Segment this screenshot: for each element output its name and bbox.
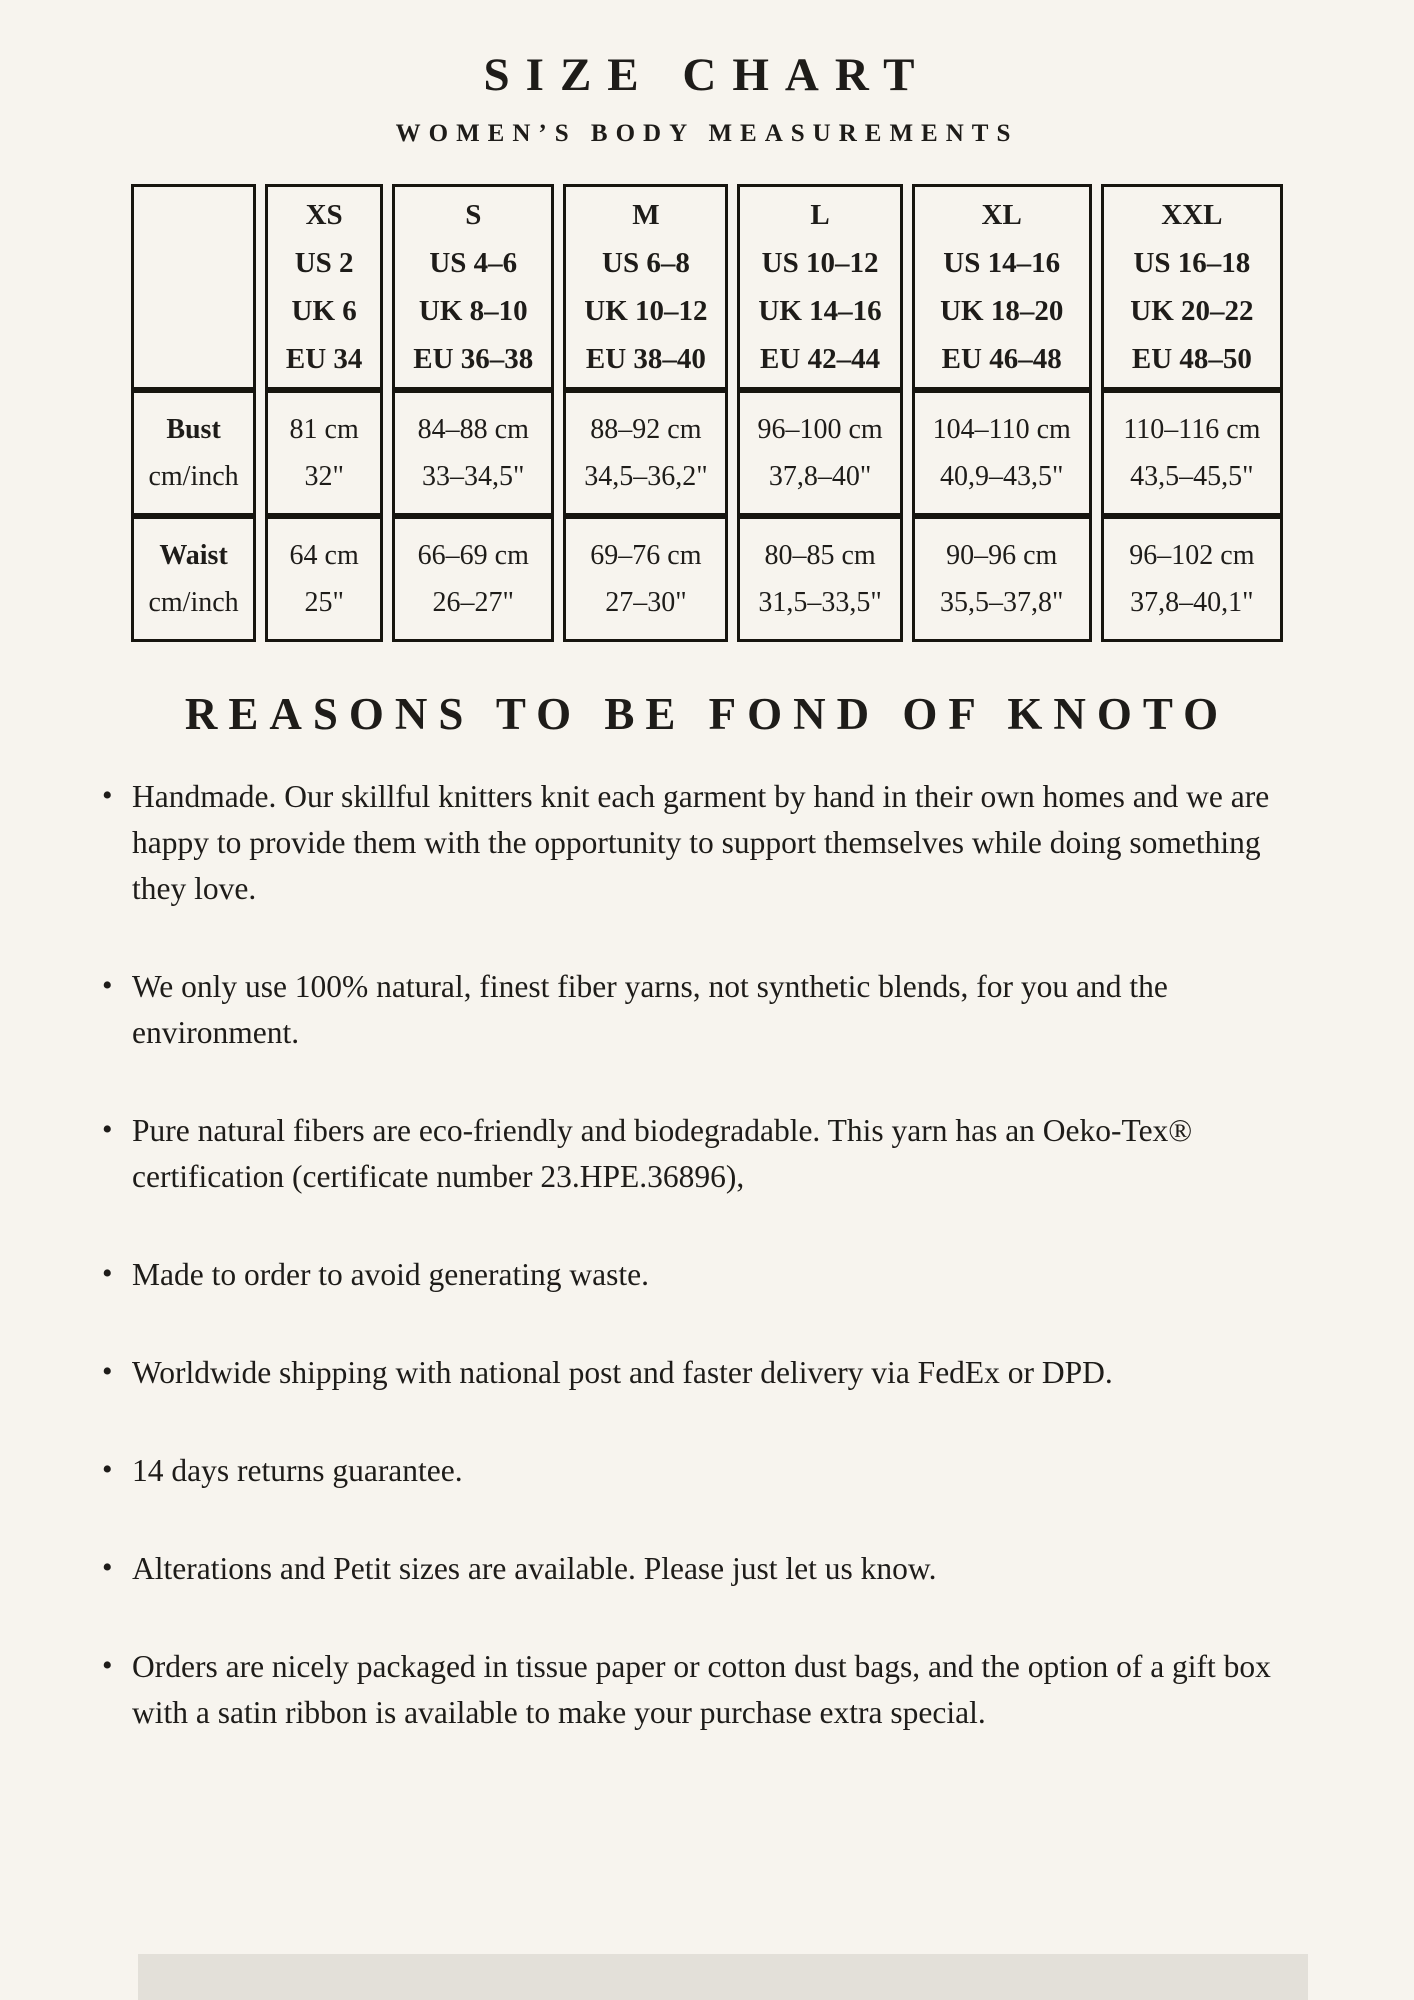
reason-item-returns: • 14 days returns guarantee. bbox=[132, 1448, 1322, 1494]
eu-size: EU 46–48 bbox=[941, 343, 1062, 375]
inch-value: 25" bbox=[304, 587, 344, 618]
cm-value: 96–102 cm bbox=[1129, 540, 1255, 571]
uk-size: UK 20–22 bbox=[1130, 295, 1254, 327]
eu-size: EU 34 bbox=[285, 343, 363, 375]
reason-item-shipping: • Worldwide shipping with national post and faster delivery via FedEx or DPD. bbox=[132, 1350, 1322, 1396]
us-size: US 16–18 bbox=[1133, 247, 1251, 279]
waist-cell-xl bbox=[912, 516, 1092, 642]
bust-cell-m bbox=[563, 390, 728, 516]
bust-row bbox=[131, 390, 1283, 516]
reason-item-alterations: • Alterations and Petit sizes are available. Please just let us know. bbox=[132, 1546, 1322, 1592]
bust-cell-xl bbox=[912, 390, 1092, 516]
reason-item-eco-friendly: • Pure natural fibers are eco-friendly and biodegradable. This yarn has an Oeko-Tex® certification (certificate number 23.HPE.36896), bbox=[132, 1108, 1322, 1200]
row-label: Waist bbox=[159, 540, 228, 571]
bust-cell-l bbox=[737, 390, 902, 516]
size-label: M bbox=[632, 199, 660, 231]
size-label: XXL bbox=[1161, 199, 1223, 231]
waist-cell-s bbox=[392, 516, 554, 642]
inch-value: 40,9–43,5" bbox=[939, 461, 1064, 492]
row-header-waist bbox=[131, 516, 256, 642]
us-size: US 10–12 bbox=[761, 247, 879, 279]
size-column-header-m bbox=[563, 184, 728, 390]
inch-value: 26–27" bbox=[432, 587, 514, 618]
uk-size: UK 10–12 bbox=[584, 295, 708, 327]
cm-value: 80–85 cm bbox=[764, 540, 876, 571]
reasons-list bbox=[0, 774, 1414, 1736]
cm-value: 104–110 cm bbox=[932, 414, 1071, 445]
us-size: US 4–6 bbox=[429, 247, 518, 279]
reason-item-handmade: • Handmade. Our skillful knitters knit each garment by hand in their own homes and we are happy to provide them with the opportunity to support themselves while doing something they love. bbox=[132, 774, 1322, 912]
size-column-header-xxl bbox=[1101, 184, 1283, 390]
eu-size: EU 48–50 bbox=[1131, 343, 1252, 375]
uk-size: UK 14–16 bbox=[758, 295, 882, 327]
size-table-wrapper bbox=[122, 184, 1292, 642]
uk-size: UK 8–10 bbox=[418, 295, 528, 327]
waist-cell-m bbox=[563, 516, 728, 642]
inch-value: 33–34,5" bbox=[422, 461, 525, 492]
inch-value: 35,5–37,8" bbox=[939, 587, 1064, 618]
reason-item-natural-yarns: • We only use 100% natural, finest fiber yarns, not synthetic blends, for you and the environment. bbox=[132, 964, 1322, 1056]
reasons-heading: REASONS TO BE FOND OF KNOTO bbox=[184, 689, 1230, 739]
us-size: US 14–16 bbox=[943, 247, 1061, 279]
cm-value: 96–100 cm bbox=[757, 414, 883, 445]
row-unit: cm/inch bbox=[148, 461, 239, 492]
inch-value: 34,5–36,2" bbox=[584, 461, 708, 492]
waist-cell-xxl bbox=[1101, 516, 1283, 642]
inch-value: 31,5–33,5" bbox=[758, 587, 882, 618]
size-chart-table bbox=[122, 184, 1292, 642]
inch-value: 27–30" bbox=[605, 587, 687, 618]
us-size: US 2 bbox=[294, 247, 354, 279]
bust-cell-xs bbox=[265, 390, 383, 516]
waist-row bbox=[131, 516, 1283, 642]
inch-value: 43,5–45,5" bbox=[1130, 461, 1254, 492]
page-subtitle: WOMEN’S BODY MEASUREMENTS bbox=[395, 120, 1019, 147]
size-header-row bbox=[131, 184, 1283, 390]
reason-item-made-to-order: • Made to order to avoid generating waste. bbox=[132, 1252, 1322, 1298]
waist-cell-l bbox=[737, 516, 902, 642]
size-column-header-xl bbox=[912, 184, 1092, 390]
bust-cell-xxl bbox=[1101, 390, 1283, 516]
cm-value: 90–96 cm bbox=[946, 540, 1058, 571]
uk-size: UK 6 bbox=[291, 295, 357, 327]
cm-value: 69–76 cm bbox=[590, 540, 702, 571]
us-size: US 6–8 bbox=[602, 247, 690, 279]
cm-value: 84–88 cm bbox=[417, 414, 529, 445]
reason-item-packaging: • Orders are nicely packaged in tissue paper or cotton dust bags, and the option of a gift box with a satin ribbon is available to make your purchase extra special. bbox=[132, 1644, 1322, 1736]
bust-cell-s bbox=[392, 390, 554, 516]
inch-value: 37,8–40,1" bbox=[1130, 587, 1254, 618]
size-label: S bbox=[465, 199, 482, 231]
size-column-header-s bbox=[392, 184, 554, 390]
cm-value: 66–69 cm bbox=[417, 540, 529, 571]
eu-size: EU 36–38 bbox=[413, 343, 534, 375]
cm-value: 110–116 cm bbox=[1123, 414, 1261, 445]
table-corner-cell bbox=[131, 184, 256, 390]
uk-size: UK 18–20 bbox=[940, 295, 1064, 327]
row-unit: cm/inch bbox=[148, 587, 239, 618]
page-title: SIZE CHART bbox=[483, 49, 931, 101]
size-column-header-xs bbox=[265, 184, 383, 390]
eu-size: EU 38–40 bbox=[585, 343, 706, 375]
row-label: Bust bbox=[166, 414, 221, 445]
cm-value: 81 cm bbox=[289, 414, 359, 445]
bottom-section-band bbox=[138, 1954, 1308, 2000]
eu-size: EU 42–44 bbox=[760, 343, 881, 375]
size-label: L bbox=[810, 199, 830, 231]
row-header-bust bbox=[131, 390, 256, 516]
inch-value: 32" bbox=[304, 461, 344, 492]
cm-value: 88–92 cm bbox=[590, 414, 702, 445]
inch-value: 37,8–40" bbox=[768, 461, 872, 492]
size-column-header-l bbox=[737, 184, 902, 390]
cm-value: 64 cm bbox=[289, 540, 359, 571]
size-label: XL bbox=[981, 199, 1022, 231]
size-label: XS bbox=[305, 199, 343, 231]
waist-cell-xs bbox=[265, 516, 383, 642]
